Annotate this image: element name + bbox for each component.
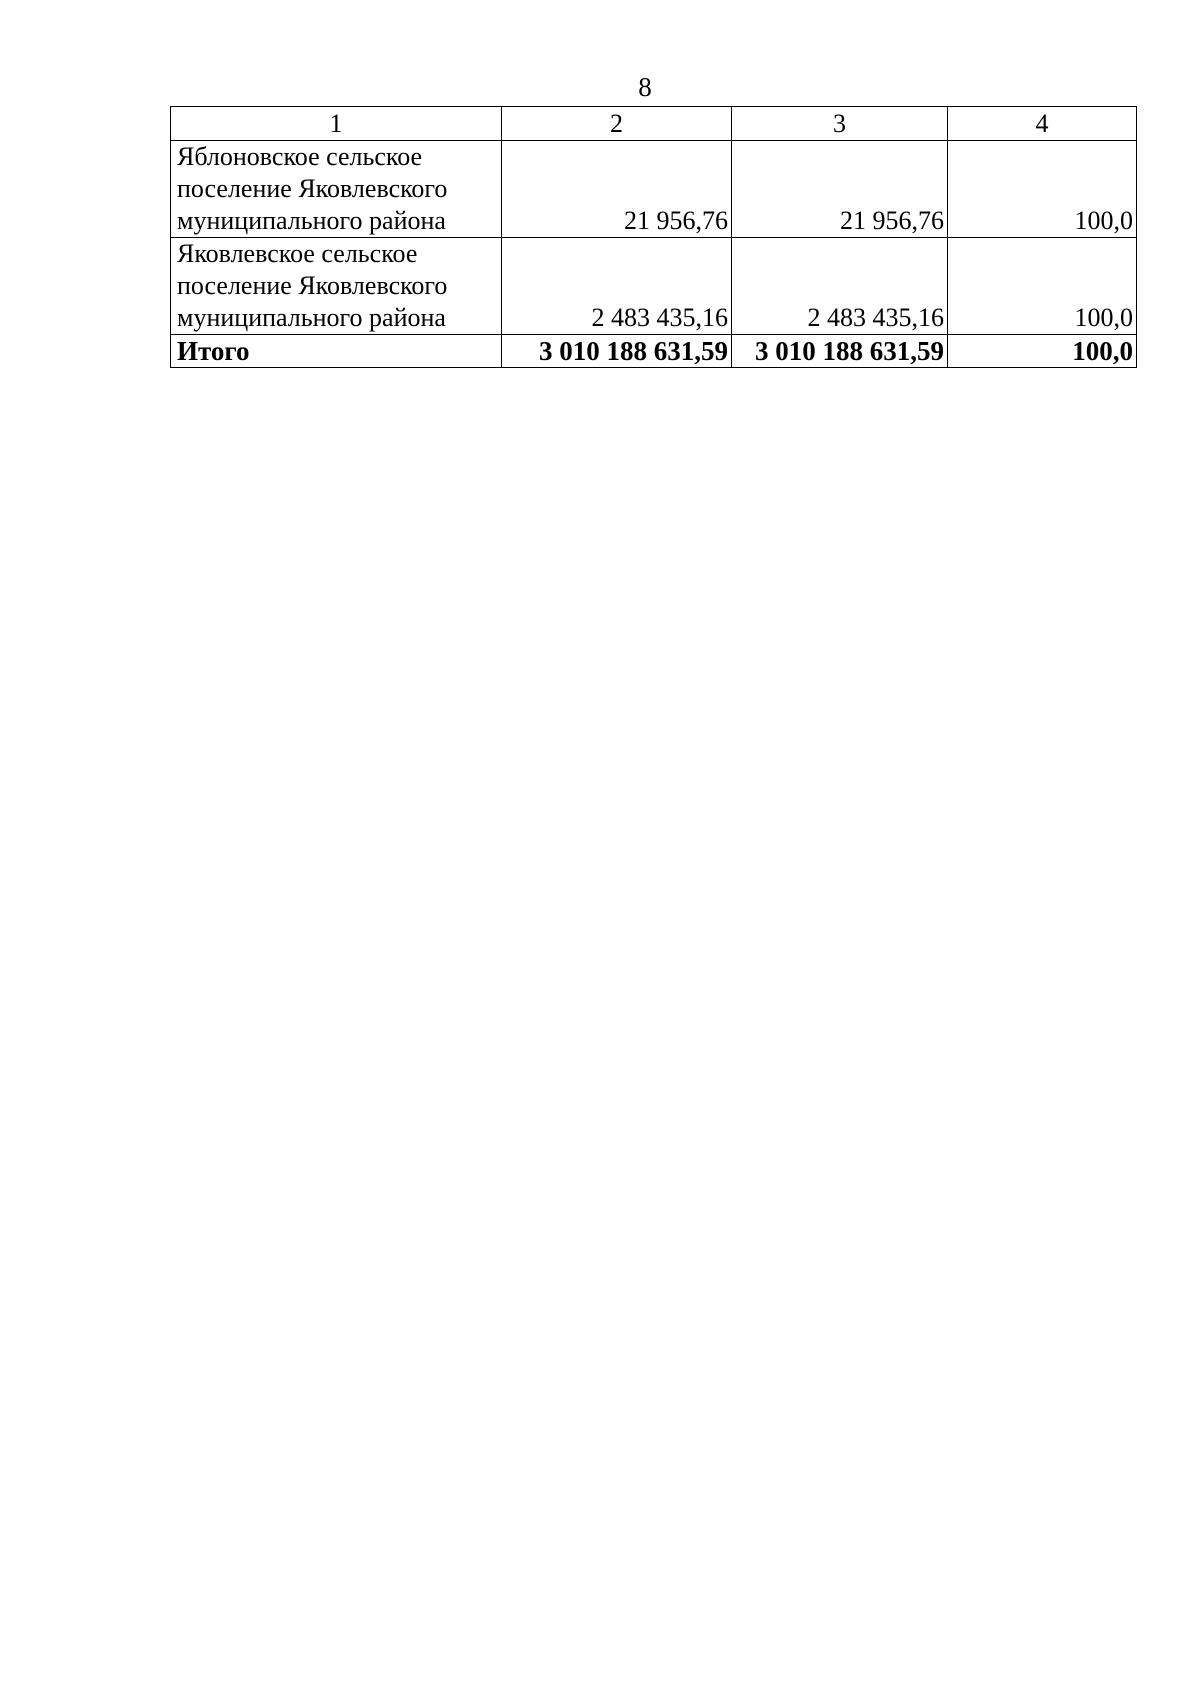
amount-planned: 21 956,76	[502, 141, 732, 238]
total-percent: 100,0	[948, 335, 1137, 368]
amount-actual: 2 483 435,16	[732, 238, 948, 335]
table-header-row	[171, 107, 1137, 141]
column-number-4: 4	[948, 107, 1137, 141]
column-number-3: 3	[732, 107, 948, 141]
total-label: Итого	[171, 335, 502, 368]
budget-table	[170, 106, 1137, 368]
percent-value: 100,0	[948, 141, 1137, 238]
amount-actual: 21 956,76	[732, 141, 948, 238]
percent-value: 100,0	[948, 238, 1137, 335]
amount-planned: 2 483 435,16	[502, 238, 732, 335]
column-number-1: 1	[171, 107, 502, 141]
table-row	[171, 238, 1137, 335]
total-actual: 3 010 188 631,59	[732, 335, 948, 368]
total-row	[171, 335, 1137, 368]
column-number-2: 2	[502, 107, 732, 141]
page-number: 8	[638, 72, 652, 102]
settlement-name: Яблоновское сельское поселение Яковлевского муниципального района	[171, 141, 502, 238]
table-row	[171, 141, 1137, 238]
settlement-name: Яковлевское сельское поселение Яковлевского муниципального района	[171, 238, 502, 335]
total-planned: 3 010 188 631,59	[502, 335, 732, 368]
